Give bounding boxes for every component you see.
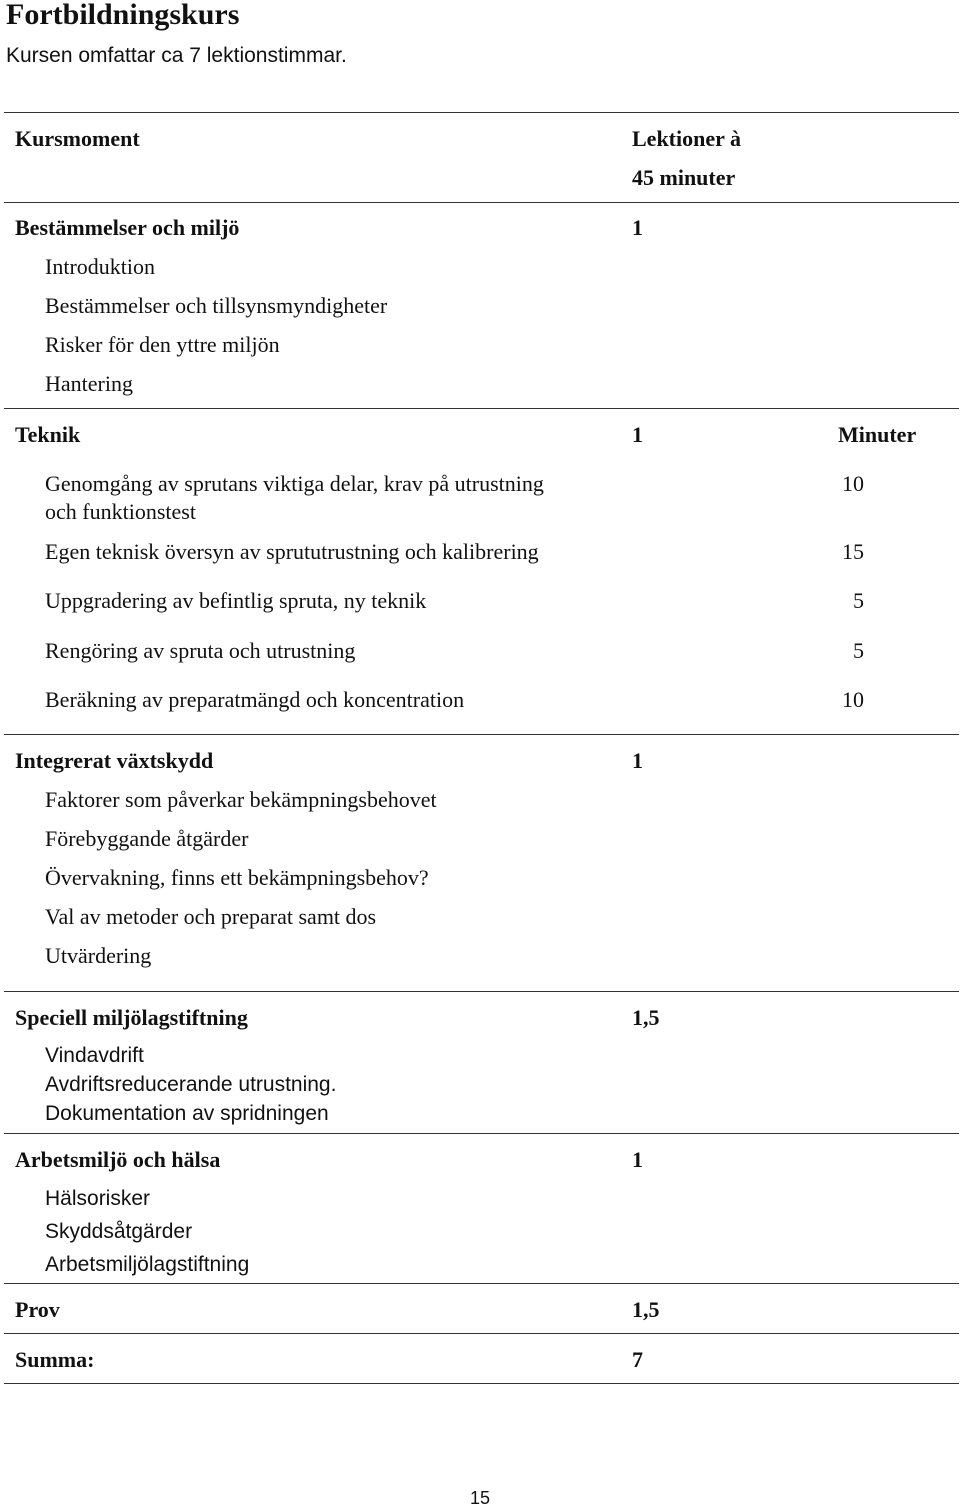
list-item: Beräkning av preparatmängd och koncentration (45, 687, 465, 712)
header-rule (4, 202, 959, 203)
list-item: Egen teknisk översyn av sprututrustning och kalibrering (45, 539, 539, 564)
section-lessons: 1,5 (632, 1005, 660, 1030)
section-rule (4, 991, 959, 992)
header-lektioner-line1: Lektioner à (632, 126, 741, 151)
total-value: 7 (632, 1347, 643, 1372)
list-item: Skyddsåtgärder (45, 1220, 193, 1243)
section-title: Prov (15, 1297, 60, 1322)
list-item: Förebyggande åtgärder (45, 826, 249, 851)
table-top-rule (4, 112, 959, 113)
section-title: Teknik (15, 422, 81, 447)
section-title: Integrerat växtskydd (15, 748, 214, 773)
list-item: Övervakning, finns ett bekämpningsbehov? (45, 865, 429, 890)
table-bottom-rule (4, 1383, 959, 1384)
minutes-value: 10 (842, 687, 864, 712)
header-kursmoment: Kursmoment (15, 126, 140, 151)
section-lessons: 1 (632, 1147, 643, 1172)
section-lessons: 1,5 (632, 1297, 660, 1322)
section-rule (4, 734, 959, 735)
minutes-value: 10 (842, 471, 864, 496)
list-item: Avdriftsreducerande utrustning. (45, 1073, 337, 1096)
section-rule (4, 408, 959, 409)
section-title: Arbetsmiljö och hälsa (15, 1147, 221, 1172)
list-item: Introduktion (45, 254, 155, 279)
section-rule (4, 1283, 959, 1284)
section-lessons: 1 (632, 422, 643, 447)
list-item: Val av metoder och preparat samt dos (45, 904, 377, 929)
list-item: Uppgradering av befintlig spruta, ny teknik (45, 588, 427, 613)
list-item: Dokumentation av spridningen (45, 1102, 329, 1125)
minutes-value: 5 (853, 638, 864, 663)
page-number: 15 (469, 1488, 491, 1508)
list-item: Risker för den yttre miljön (45, 332, 280, 357)
total-label: Summa: (15, 1347, 95, 1372)
list-item: Rengöring av spruta och utrustning (45, 638, 356, 663)
section-rule (4, 1133, 959, 1134)
list-item: Bestämmelser och tillsynsmyndigheter (45, 293, 388, 318)
minutes-value: 15 (842, 539, 864, 564)
list-item: Hälsorisker (45, 1187, 151, 1210)
list-item: Vindavdrift (45, 1044, 144, 1067)
list-item: Arbetsmiljölagstiftning (45, 1253, 250, 1276)
list-item: Hantering (45, 371, 133, 396)
section-rule (4, 1333, 959, 1334)
minutes-value: 5 (853, 588, 864, 613)
list-item: Genomgång av sprutans viktiga delar, krav på utrustning (45, 471, 544, 496)
list-item: Utvärdering (45, 943, 152, 968)
page-title: Fortbildningskurs (6, 0, 240, 31)
section-title: Bestämmelser och miljö (15, 215, 240, 240)
list-item: Faktorer som påverkar bekämpningsbehovet (45, 787, 437, 812)
section-lessons: 1 (632, 748, 643, 773)
minutes-header: Minuter (838, 422, 917, 447)
section-title: Speciell miljölagstiftning (15, 1005, 248, 1030)
header-lektioner-line2: 45 minuter (632, 165, 736, 190)
list-item-continuation: och funktionstest (45, 499, 196, 524)
page-subtitle: Kursen omfattar ca 7 lektionstimmar. (6, 44, 347, 67)
section-lessons: 1 (632, 215, 643, 240)
